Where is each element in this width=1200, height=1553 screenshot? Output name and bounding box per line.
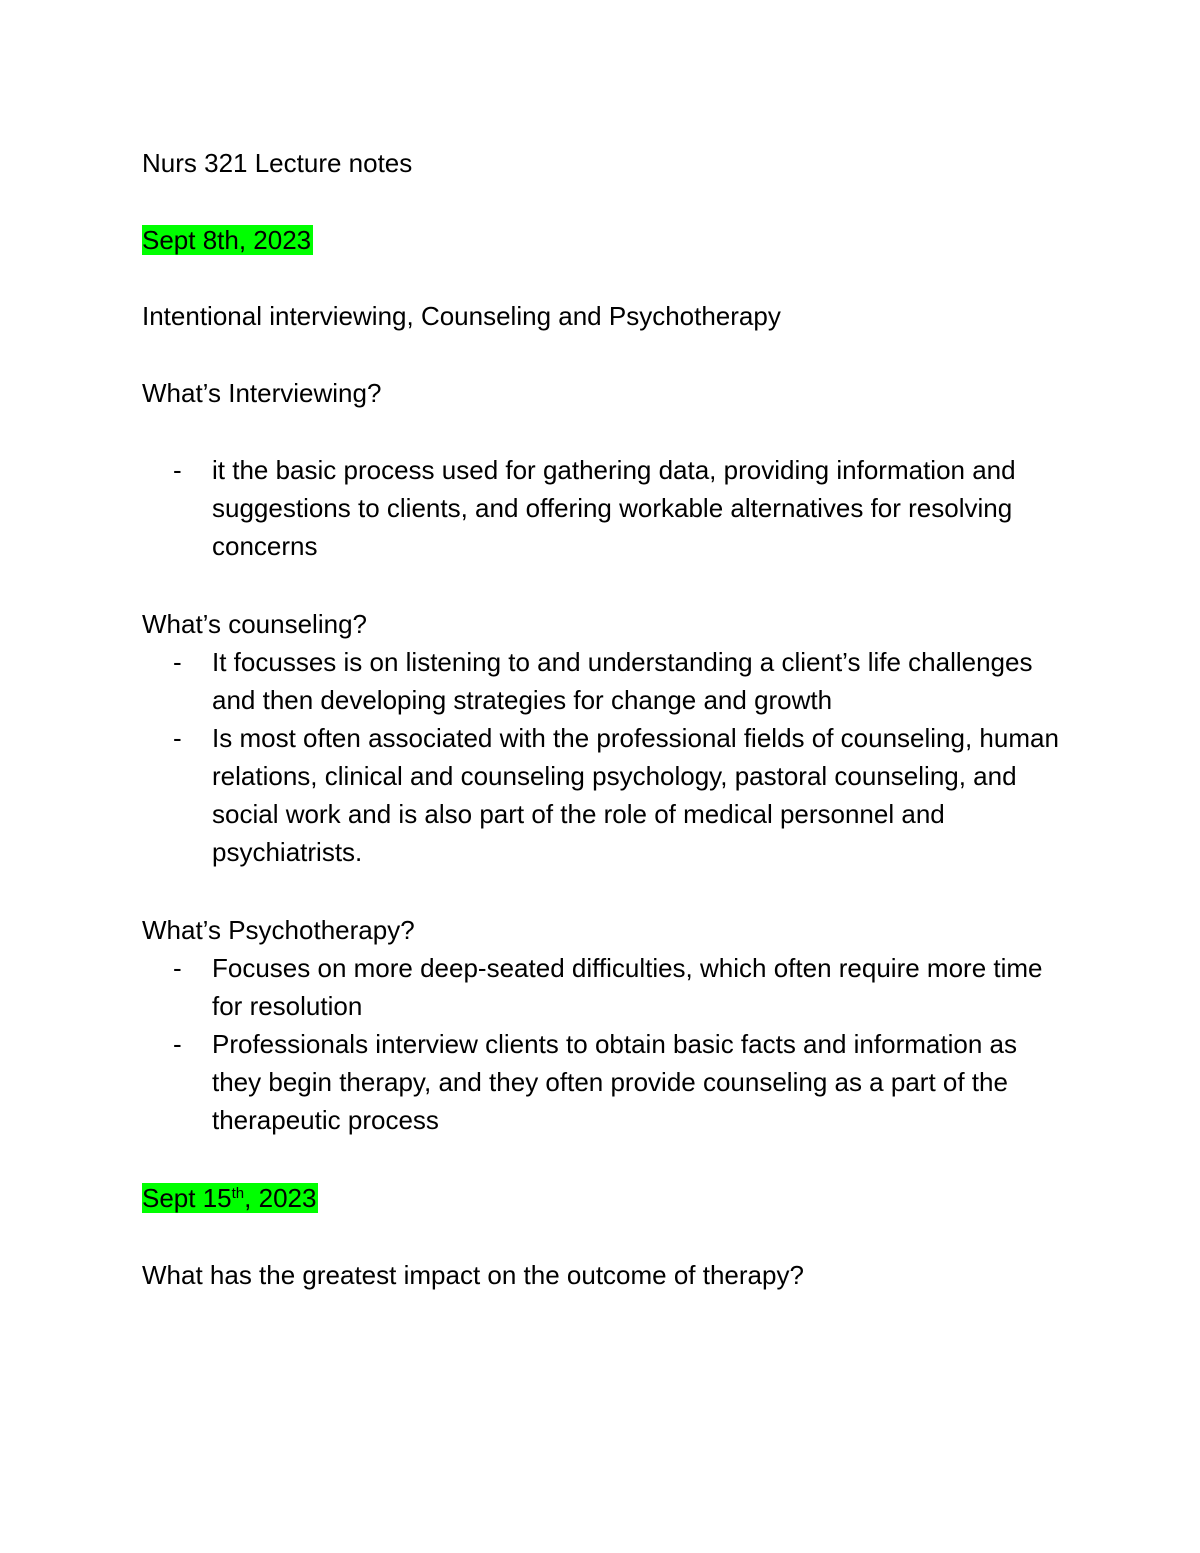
date-ordinal-suffix: th — [231, 1185, 245, 1202]
question-heading-psychotherapy: What’s Psychotherapy? — [142, 915, 415, 945]
date-text: Sept 15 — [142, 1183, 232, 1213]
section-date-1 — [142, 221, 313, 259]
list-item: Professionals interview clients to obtain basic facts and information as they begin therapy, and they often provide counseling as a part of the therapeutic process — [212, 1029, 1017, 1135]
bullet-marker: - — [173, 455, 182, 485]
bullet-marker: - — [173, 953, 182, 983]
section-question: What has the greatest impact on the outcome of therapy? — [142, 1260, 804, 1290]
date-highlight — [142, 1183, 318, 1213]
date-highlight: Sept 8th, 2023 — [142, 225, 312, 255]
list-item: Focuses on more deep-seated difficulties, which often require more time for resolution — [212, 953, 1043, 1021]
list-item: it the basic process used for gathering data, providing information and suggestions to clients, and offering workable alternatives for resolving concerns — [212, 455, 1016, 561]
list-item: Is most often associated with the professional fields of counseling, human relations, clinical and counseling psychology, pastoral counseling, and social work and is also part of the role of medical personnel and psychiatrists. — [212, 723, 1059, 867]
document-title: Nurs 321 Lecture notes — [142, 148, 413, 178]
question-heading-interviewing: What’s Interviewing? — [142, 378, 382, 408]
bullet-marker: - — [173, 1029, 182, 1059]
bullet-marker: - — [173, 647, 182, 677]
section-date-2 — [142, 1179, 318, 1217]
section-topic: Intentional interviewing, Counseling and Psychotherapy — [142, 301, 781, 331]
date-year: , 2023 — [244, 1183, 317, 1213]
bullet-marker: - — [173, 723, 182, 753]
list-item: It focusses is on listening to and understanding a client’s life challenges and then developing strategies for change and growth — [212, 647, 1033, 715]
question-heading-counseling: What’s counseling? — [142, 609, 367, 639]
